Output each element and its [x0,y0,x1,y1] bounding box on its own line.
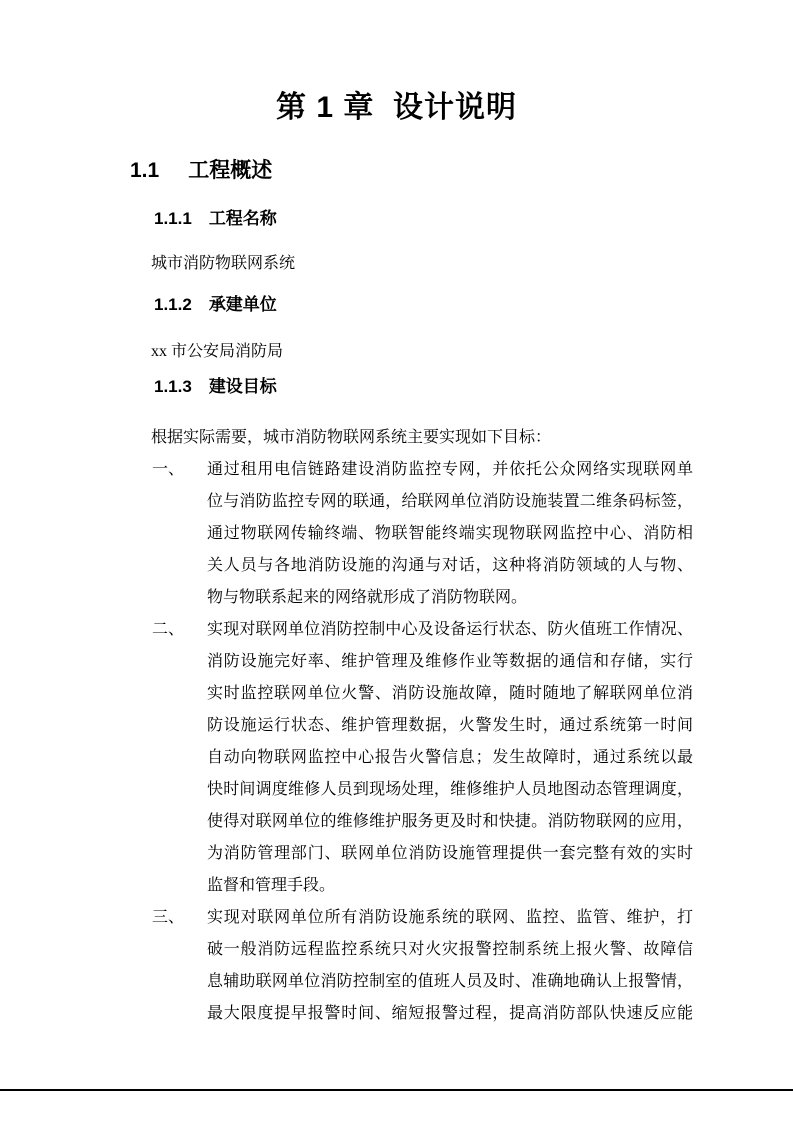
heading-number: 1.1 [130,159,160,182]
goal-line: 消防设施完好率、维护管理及维修作业等数据的通信和存储，实行 [207,653,693,670]
heading-text: 工程概述 [188,159,273,182]
goal-marker: 三、 [152,909,185,926]
goal-line: 实时监控联网单位火警、消防设施故障，随时随地了解联网单位消 [207,685,693,702]
builder-text: xx 市公安局消防局 [151,343,284,360]
goal-line: 实现对联网单位所有消防设施系统的联网、监控、监管、维护，打 [207,909,693,926]
goal-item [151,454,693,614]
heading-1-1-3 [154,374,277,400]
heading-number: 1.1.2 [154,295,192,314]
goal-line: 自动向物联网监控中心报告火警信息；发生故障时，通过系统以最 [207,749,693,766]
project-name-text: 城市消防物联网系统 [151,255,296,272]
heading-text: 承建单位 [208,295,277,314]
goals-section [151,422,693,1030]
heading-number: 1.1.1 [154,209,192,228]
goal-line: 快时间调度维修人员到现场处理，维修维护人员地图动态管理调度， [207,781,693,798]
goal-marker: 二、 [152,621,185,638]
chapter-title: 第 1 章 设计说明 [275,91,518,124]
goal-line: 最大限度提早报警时间、缩短报警过程，提高消防部队快速反应能 [207,1005,693,1022]
heading-text: 建设目标 [208,377,277,396]
heading-number: 1.1.3 [154,377,192,396]
goal-line: 使得对联网单位的维修维护服务更及时和快捷。消防物联网的应用， [207,813,693,830]
goal-line: 通过租用电信链路建设消防监控专网，并依托公众网络实现联网单 [207,461,693,478]
goal-marker: 一、 [152,461,185,478]
goal-line: 为消防管理部门、联网单位消防设施管理提供一套完整有效的实时 [207,845,693,862]
goal-line: 防设施运行状态、维护管理数据，火警发生时，通过系统第一时间 [207,717,693,734]
goals-list [151,454,693,1030]
goal-line: 息辅助联网单位消防控制室的值班人员及时、准确地确认上报警情， [207,973,693,990]
goal-line: 监督和管理手段。 [207,877,336,894]
goals-intro: 根据实际需要，城市消防物联网系统主要实现如下目标： [151,429,552,446]
footer-divider [0,1089,793,1091]
goal-line: 破一般消防远程监控系统只对火灾报警控制系统上报火警、故障信 [207,941,693,958]
goal-item [151,902,693,1030]
heading-1-1 [130,156,272,186]
heading-text: 工程名称 [208,209,277,228]
heading-1-1-1 [154,206,277,232]
goal-line: 通过物联网传输终端、物联智能终端实现物联网监控中心、消防相 [207,525,693,542]
goal-line: 关人员与各地消防设施的沟通与对话，这种将消防领域的人与物、 [207,557,693,574]
goal-item [151,614,693,902]
goal-line: 物与物联系起来的网络就形成了消防物联网。 [207,589,528,606]
goal-line: 位与消防监控专网的联通，给联网单位消防设施装置二维条码标签， [207,493,693,510]
goal-line: 实现对联网单位消防控制中心及设备运行状态、防火值班工作情况、 [207,621,693,638]
heading-1-1-2 [154,292,277,318]
